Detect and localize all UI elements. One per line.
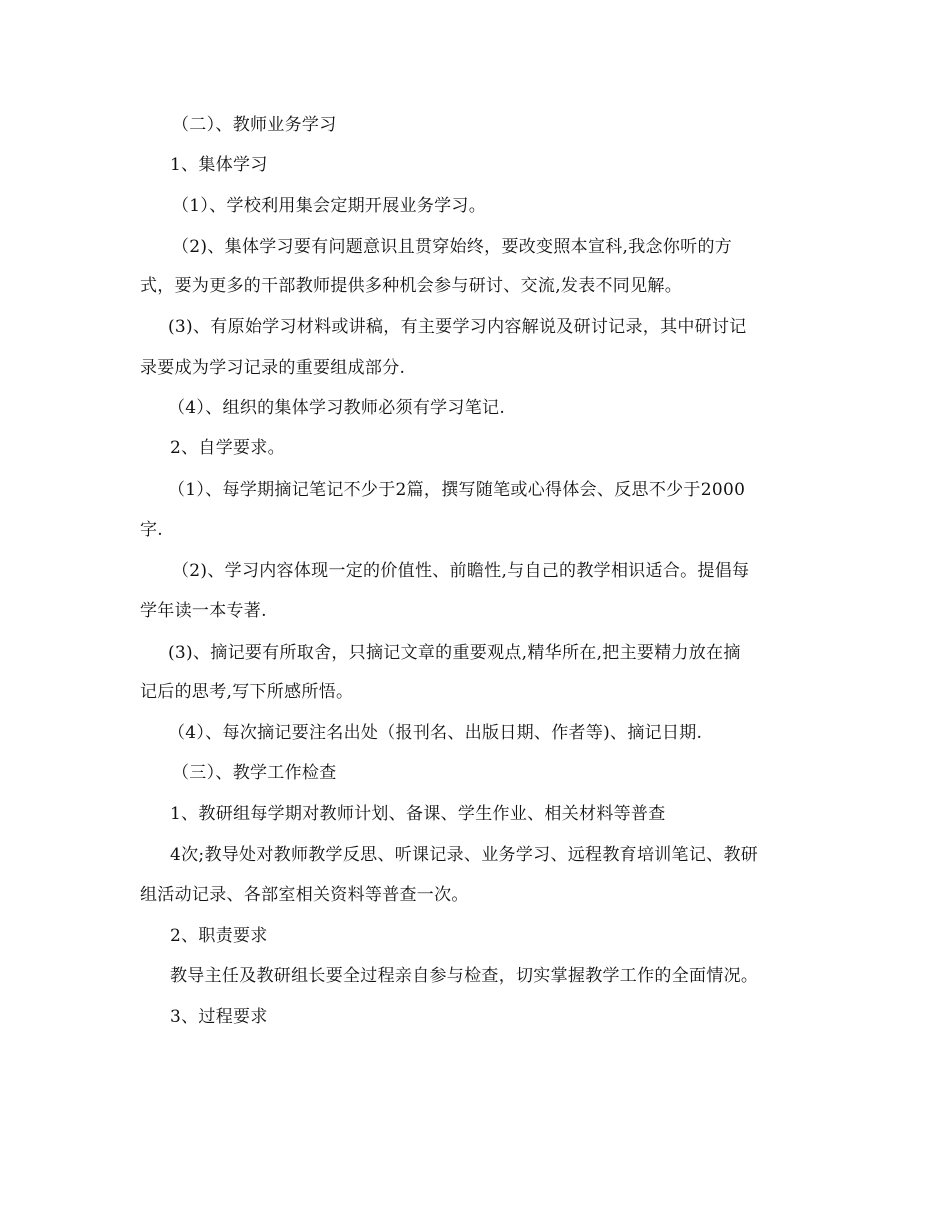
paragraph-line: 4次;教导处对教师教学反思、听课记录、业务学习、远程教育培训笔记、教研	[170, 845, 759, 865]
paragraph-line: 字.	[140, 520, 164, 540]
subheading-group-study: 1、集体学习	[170, 155, 268, 175]
paragraph-line: （1）、每学期摘记笔记不少于2篇，撰写随笔或心得体会、反思不少于2000	[168, 480, 746, 500]
paragraph-line: 学年读一本专著.	[140, 601, 267, 621]
subheading-process-requirements: 3、过程要求	[170, 1007, 268, 1027]
subheading-self-study: 2、自学要求。	[170, 438, 285, 458]
paragraph-line: 组活动记录、各部室相关资料等普查一次。	[140, 885, 469, 905]
section-heading-teacher-study: （二）、教师业务学习	[172, 115, 337, 135]
paragraph-line: 教导主任及教研组长要全过程亲自参与检查，切实掌握教学工作的全面情况。	[170, 966, 759, 986]
paragraph-line: 式，要为更多的干部教师提供多种机会参与研讨、交流,发表不同见解。	[140, 276, 683, 296]
paragraph-line: 记后的思考,写下所感所悟。	[140, 682, 354, 702]
paragraph-line: (3)、有原始学习材料或讲稿，有主要学习内容解说及研讨记录，其中研讨记	[168, 317, 747, 337]
paragraph-line: (3)、摘记要有所取舍，只摘记文章的重要观点,精华所在,把主要精力放在摘	[168, 643, 741, 663]
paragraph-line: （2)、集体学习要有问题意识且贯穿始终，要改变照本宣科,我念你听的方	[172, 237, 733, 257]
paragraph-line: 录要成为学习记录的重要组成部分.	[140, 358, 406, 378]
paragraph-line: （4）、组织的集体学习教师必须有学习笔记.	[168, 398, 506, 418]
paragraph-line: （1）、学校利用集会定期开展业务学习。	[172, 196, 487, 216]
section-heading-teaching-inspection: （三）、教学工作检查	[172, 763, 337, 783]
paragraph-line: （2)、学习内容体现一定的价值性、前瞻性,与自己的教学相识适合。提倡每	[172, 561, 750, 581]
paragraph-line: 1、教研组每学期对教师计划、备课、学生作业、相关材料等普查	[170, 804, 666, 824]
subheading-responsibilities: 2、职责要求	[170, 926, 268, 946]
paragraph-line: （4）、每次摘记要注名出处（报刊名、出版日期、作者等)、摘记日期.	[168, 723, 703, 743]
